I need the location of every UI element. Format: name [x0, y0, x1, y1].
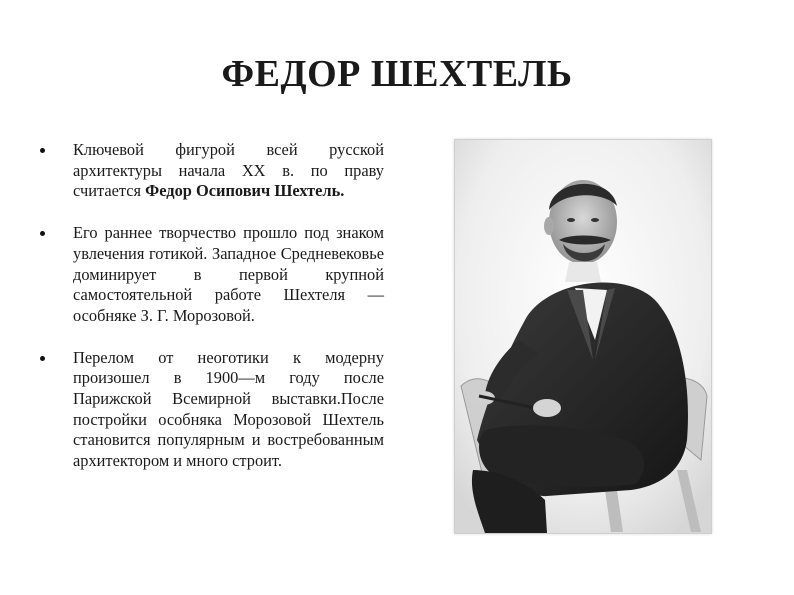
bullet-list	[40, 140, 384, 493]
bullet-item	[40, 223, 384, 327]
bullet-text: Его раннее творчество прошло под знаком увлечения готикой. Западное Средневековье доминирует в первой крупной самостоятельной работе Шехтеля — особняке З. Г. Морозовой.	[73, 223, 384, 325]
bullet-dot-icon	[40, 231, 45, 236]
bullet-dot-icon	[40, 148, 45, 153]
portrait-image	[455, 140, 711, 533]
bullet-bold-text: Федор Осипович Шехтель.	[145, 181, 345, 201]
bullet-text: Перелом от неоготики к модерну произошел в 1900—м году после Парижской Всемирной выставки.После постройки особняка Морозовой Шехтель становится популярным и востребованным архитектором и много строит.	[73, 347, 384, 471]
bullet-dot-icon	[40, 356, 45, 361]
portrait-photo	[454, 139, 712, 534]
bullet-item	[40, 140, 384, 202]
page-title: ФЕДОР ШЕХТЕЛЬ	[221, 53, 573, 95]
bullet-text: Ключевой фигурой всей русской архитектуры начала XX в. по праву считается	[73, 140, 384, 201]
bullet-item	[40, 348, 384, 472]
